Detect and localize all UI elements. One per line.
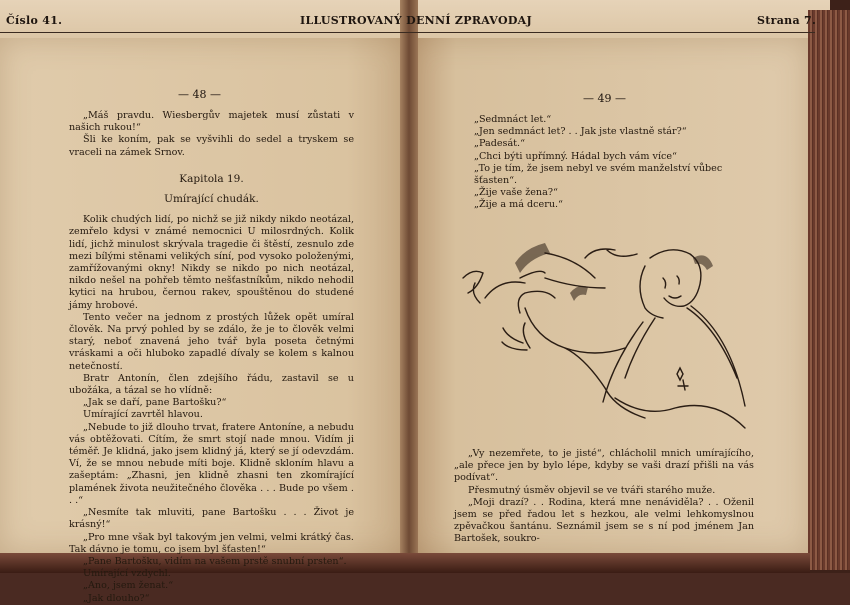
dialogue-line: „To je tím, že jsem nebyl ve svém manželství vůbec šťasten“. xyxy=(474,162,723,187)
page-edges xyxy=(808,10,850,570)
left-page-text xyxy=(69,110,354,605)
paragraph: „Vy nezemřete, to je jisté“, chlácholil mnich umírajícího, „ale přece jen by bylo lépe, kdyby se vaši drazí přišli na vás podívat“. xyxy=(454,448,754,484)
left-page-number: — 48 — xyxy=(178,88,221,101)
header-rule xyxy=(0,32,815,33)
paragraph: „Ano, jsem ženat.“ xyxy=(83,580,174,592)
paragraph: „Máš pravdu. Wiesbergův majetek musí zůstati v našich rukou!“ xyxy=(69,110,354,134)
right-page-text xyxy=(454,448,754,546)
paragraph: „Moji drazí? . . Rodina, která mne nenáviděla? . . Oženil jsem se před řadou let s hezkou, ale velmi lehkomyslnou zpěvačkou šantánu. Seznámil jsem se s ní pod jménem Jan Bartošek, soukro- xyxy=(454,496,754,545)
page-label: Strana 7. xyxy=(757,14,817,27)
paragraph: „Pane Bartošku, vidím na vašem prstě snubní prsten“. xyxy=(83,555,347,567)
paragraph: „Pro mne však byl takovým jen velmi, velmi krátký čas. Tak dávno je tomu, co jsem byl šťasten!“ xyxy=(69,531,354,555)
paragraph: „Jak dlouho?“ xyxy=(83,592,150,604)
right-page-number: — 49 — xyxy=(583,92,626,105)
dialogue-line: „Padesát.“ xyxy=(474,138,525,150)
dialogue-line: „Žije vaše žena?“ xyxy=(474,187,558,199)
paragraph: „Jak se daří, pane Bartošku?“ xyxy=(83,397,227,409)
book-gutter xyxy=(400,0,418,560)
paragraph: „Nebude to již dlouho trvat, fratere Antoníne, a nebudu vás obtěžovati. Cítím, že smrt stojí nade mnou. Vidím ji téměř. Je klidná, jako jsem klidný já, který se jí odevzdám. Ví, že se mnou nebude míti boje. Klidně skloním hlavu a zašeptám: „Zhasni, jen klidně zhasni ten zkomírající plamének života neužitečného člověka . . . Bude po všem . . .“ xyxy=(69,421,354,506)
dialogue-line: „Chci býti upřímný. Hádal bych vám více“ xyxy=(474,150,677,162)
paragraph: „Nesmíte tak mluviti, pane Bartošku . . . Život je krásný!“ xyxy=(69,507,354,531)
chapter-number: Kapitola 19. xyxy=(179,172,244,185)
dialogue-line: „Žije a má dceru.“ xyxy=(474,199,563,211)
dialogue-line: „Jen sedmnáct let? . . Jak jste vlastně stár?“ xyxy=(474,126,687,138)
illustration-dying-man-and-monk xyxy=(455,238,755,438)
paragraph: Přesmutný úsměv objevil se ve tváři starého muže. xyxy=(468,484,716,496)
dialogue-line: „Sedmnáct let.“ xyxy=(474,114,552,125)
chapter-title: Umírající chudák. xyxy=(164,193,259,206)
newspaper-title: ILLUSTROVANÝ DENNÍ ZPRAVODAJ xyxy=(300,14,533,27)
paragraph: Umírající zavrtěl hlavou. xyxy=(83,409,203,421)
paragraph: Bratr Antonín, člen zdejšího řádu, zastavil se u ubožáka, a tázal se ho vlídně: xyxy=(69,372,354,397)
paragraph: Tento večer na jednom z prostých lůžek opět umíral člověk. Na prvý pohled by se zdálo, že je to člověk velmi starý, neboť znavená jeho tvář byla poseta četnými vráskami a oči hluboko zapadlé dívaly se kolem s kalnou netečností. xyxy=(69,311,354,372)
paragraph: Šli ke koním, pak se vyšvihli do sedel a tryskem se vraceli na zámek Srnov. xyxy=(69,134,354,158)
paragraph: Umírající vzdychl. xyxy=(83,568,171,580)
issue-number: Číslo 41. xyxy=(6,14,63,27)
paragraph: Kolik chudých lidí, po nichž se již nikdy nikdo neotázal, zemřelo kdysi v známé nemocnici U milosrdných. Kolik lidí, jichž minulost skrývala tragedie či štěstí, zesnulo zde mezi bílými stěnami velikých síní, pod vysoko položenými, zamřížovanými okny! Nikdy se nikdo po nich neotázal, nikdo nešel na pohřeb těmto nešťastníkům, nikdo nehodil kytici na hrubou, černou rakev, spouštěnou do studené jámy hrobové. xyxy=(69,214,354,311)
right-page-dialogue xyxy=(474,114,759,212)
